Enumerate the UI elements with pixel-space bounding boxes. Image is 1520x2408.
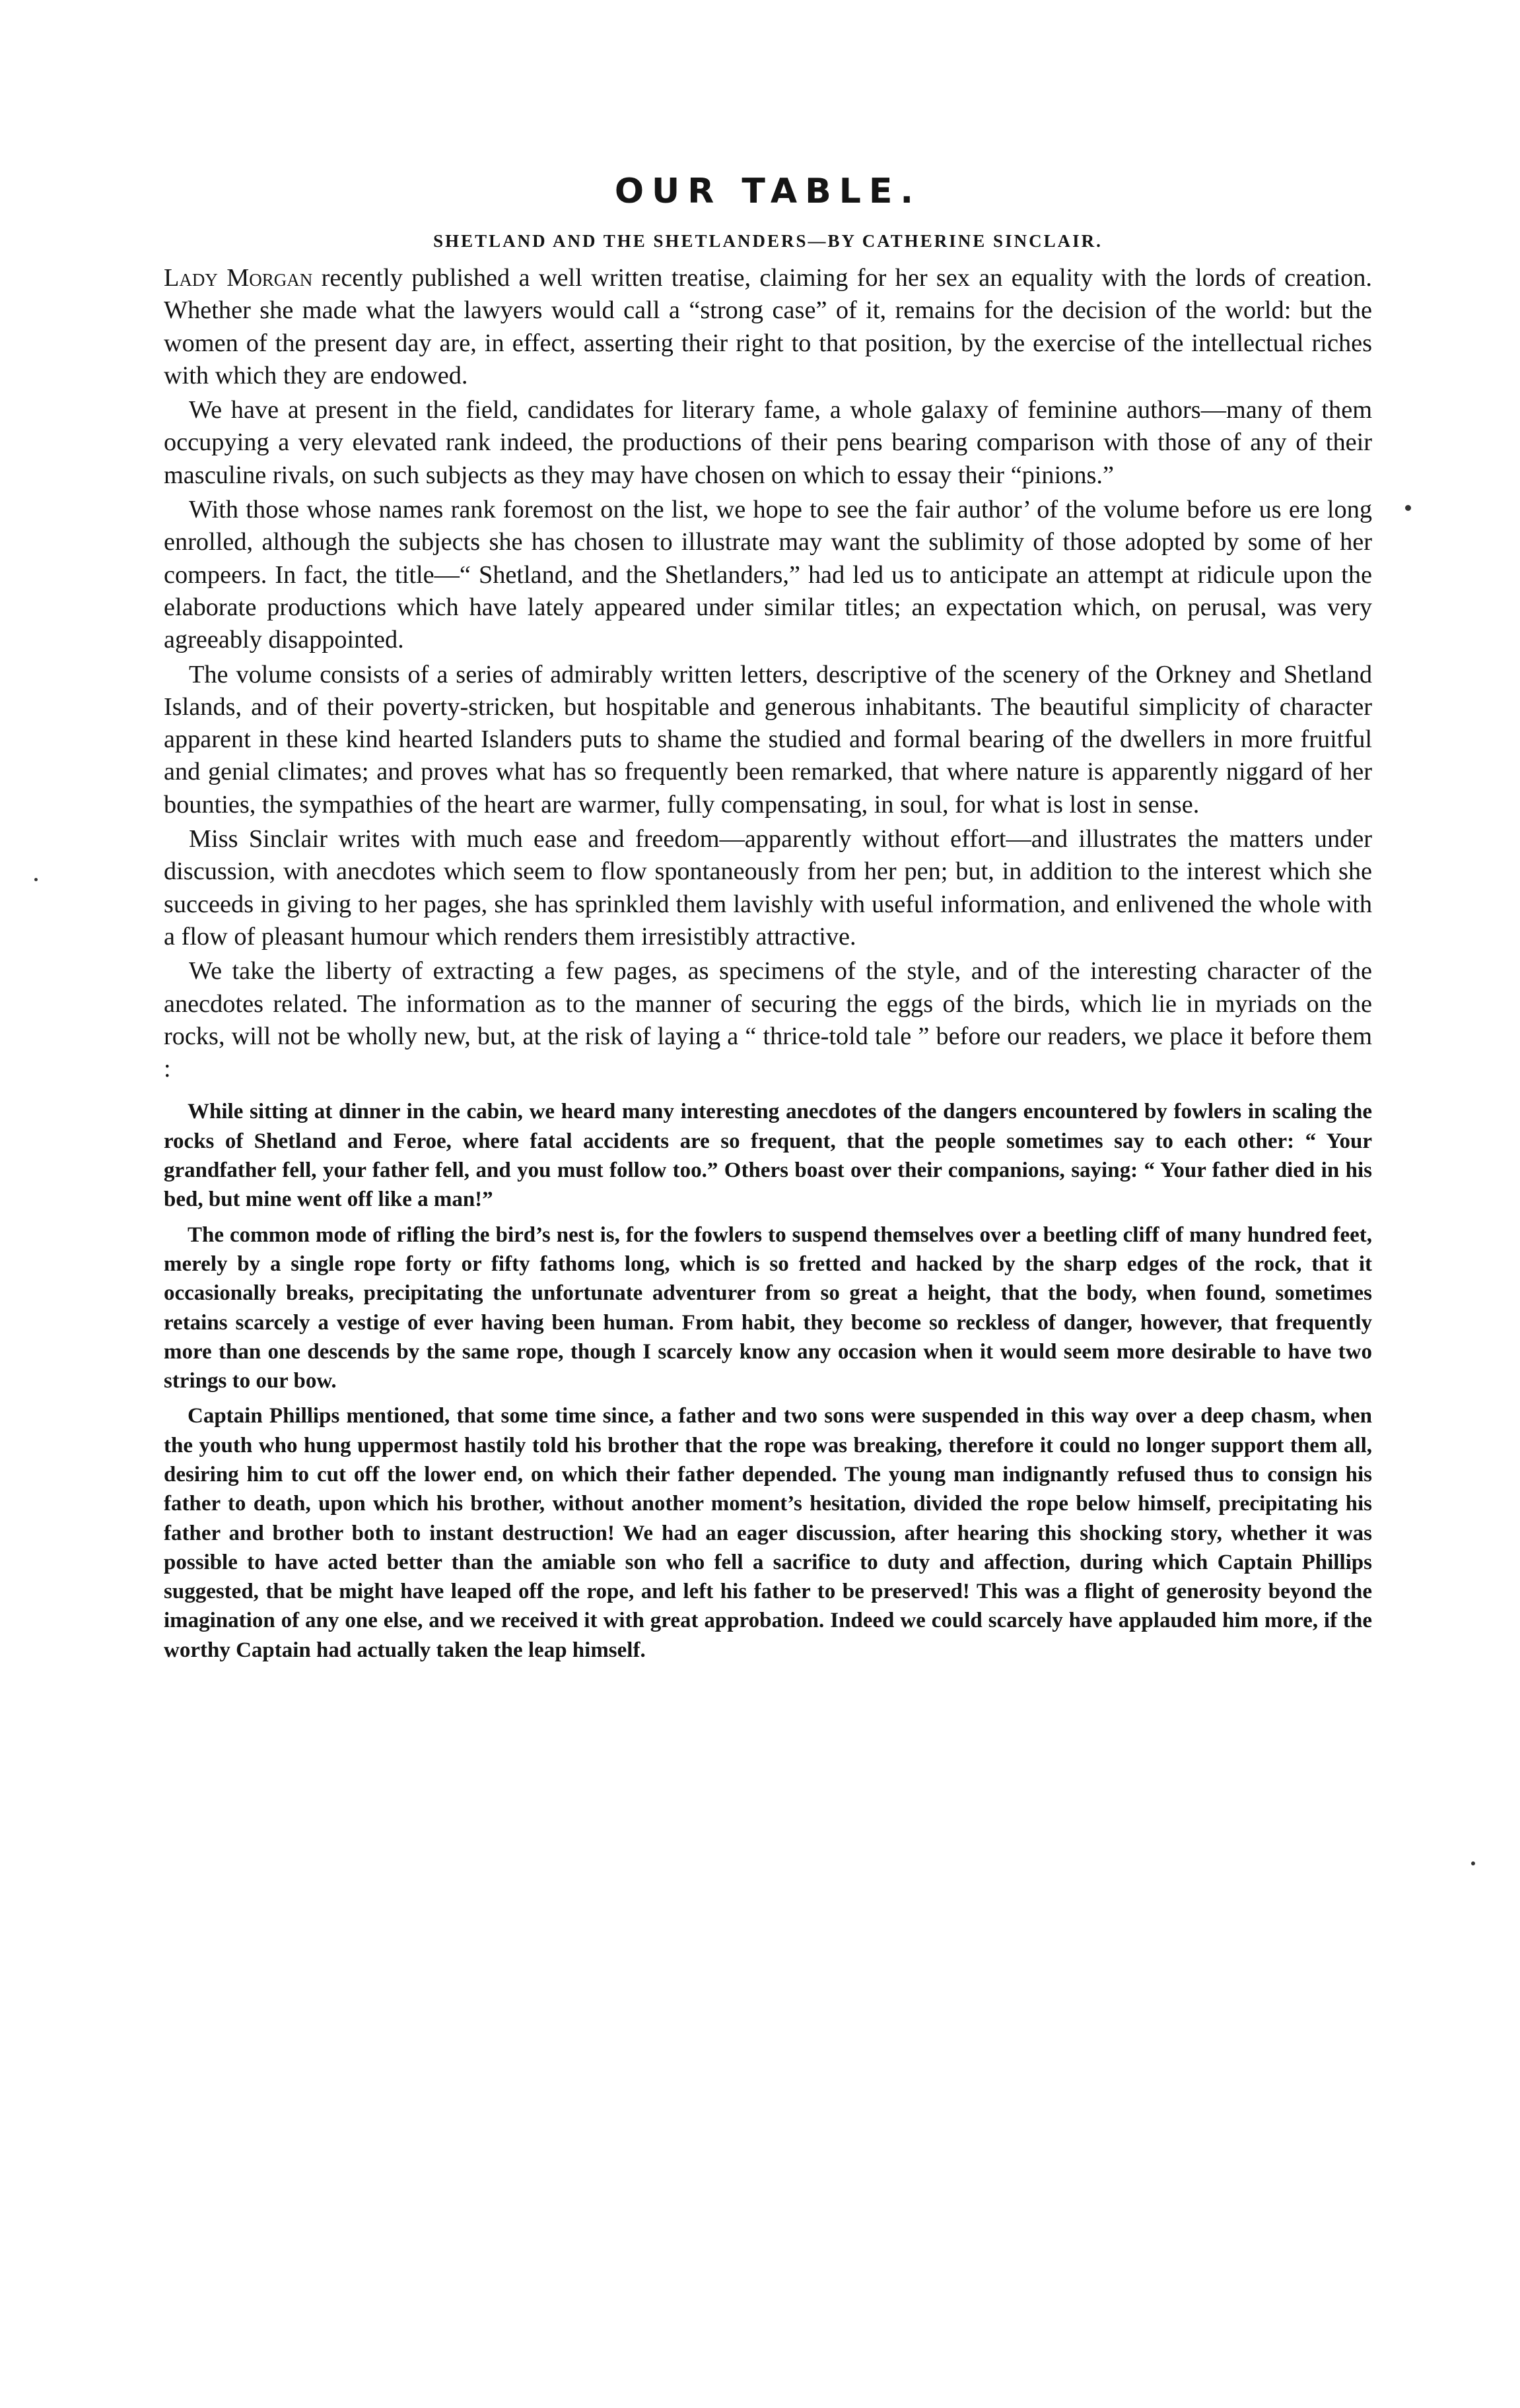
body-paragraph: We take the liberty of extracting a few pages, as specimens of the style, and of the interesting character of the anecdotes related. The information as to the manner of securing the eggs of the birds, which lie in myriads on the rocks, will not be wholly new, but, at the risk of laying a “ thrice-told tale ” before our readers, we place it before them : [164, 957, 1372, 1083]
body-paragraph [164, 262, 1372, 392]
margin-speck [1405, 505, 1411, 511]
body-paragraph: We have at present in the field, candidates for literary fame, a whole galaxy of feminine authors—many of them occupying a very elevated rank indeed, the productions of their pens bearing comparison with those of any of their masculine rivals, on such subjects as they may have chosen on which to essay their “pinions.” [164, 396, 1372, 489]
quote-paragraph: The common mode of rifling the bird’s nest is, for the fowlers to suspend themselves over a beetling cliff of many hundred feet, merely by a single rope forty or fifty fathoms long, which is so fretted and hacked by the sharp edges of the rock, that it occasionally breaks, precipitating the unfortunate adventurer from so great a height, that the body, when found, sometimes retains scarcely a vestige of ever having been human. From habit, they become so reckless of danger, however, that frequently more than one descends by the same rope, though I scarcely know any occasion when it would seem more desirable to have two strings to our bow. [164, 1222, 1372, 1393]
margin-speck [1471, 1861, 1475, 1865]
quoted-extract [164, 1097, 1372, 1665]
margin-speck [34, 878, 38, 881]
quote-paragraph: Captain Phillips mentioned, that some time since, a father and two sons were suspended in this way over a deep chasm, when the youth who hung uppermost hastily told his brother that the rope was breaking, therefore it could no longer support them all, desiring him to cut off the lower end, on which their father depended. The young man indignantly refused thus to consign his father to death, upon which his brother, without another moment’s hesitation, divided the rope below himself, precipitating his father and brother both to instant destruction! We had an eager discussion, after hearing this shocking story, whether it was possible to have acted better than the amiable son who fell a sacrifice to duty and affection, during which Captain Phillips suggested, that be might have leaped off the rope, and left his father to be preserved! This was a flight of generosity beyond the imagination of any one else, and we received it with great approbation. Indeed we could scarcely have applauded him more, if the worthy Captain had actually taken the leap himself. [164, 1404, 1372, 1662]
body-paragraph: Miss Sinclair writes with much ease and freedom—apparently without effort—and illustrates the matters under discussion, with anecdotes which seem to flow spontaneously from her pen; but, in addition to the interest which she succeeds in giving to her pages, she has sprinkled them lavishly with useful information, and enlivened the whole with a flow of pleasant humour which renders them irresistibly attractive. [164, 825, 1372, 951]
body-paragraph: The volume consists of a series of admirably written letters, descriptive of the scenery of the Orkney and Shetland Islands, and of their poverty-stricken, but hospitable and generous inhabitants. The beautiful simplicity of character apparent in these kind hearted Islanders puts to shame the studied and formal bearing of the dwellers in more fruitful and genial climates; and proves what has so frequently been remarked, that where nature is apparently niggard of her bounties, the sympathies of the heart are warmer, fully compensating, in soul, for what is lost in sense. [164, 660, 1372, 819]
article-subtitle: SHETLAND AND THE SHETLANDERS—BY CATHERINE SINCLAIR. [433, 231, 1103, 251]
quote-paragraph: While sitting at dinner in the cabin, we heard many interesting anecdotes of the dangers encountered by fowlers in scaling the rocks of Shetland and Feroe, where fatal accidents are so frequent, that the people sometimes say to each other: “ Your grandfather fell, your father fell, and you must follow too.” Others boast over their companions, saying: “ Your father died in his bed, but mine went off like a man!” [164, 1100, 1372, 1212]
page-title: OUR TABLE. [614, 172, 922, 211]
article [164, 168, 1372, 1665]
paragraph-lead: Lady Morgan [164, 264, 313, 292]
paragraph-text: recently published a well written treatise, claiming for her sex an equality with the lords of creation. Whether she made what the lawyers would call a “strong case” of it, remains for the decision of the world: but the women of the present day are, in effect, asserting their right to that position, by the exercise of the intellectual riches with which they are endowed. [164, 264, 1372, 389]
body-paragraph: With those whose names rank foremost on the list, we hope to see the fair author’ of the volume before us ere long enrolled, although the subjects she has chosen to illustrate may want the sublimity of those adopted by some of her compeers. In fact, the title—“ Shetland, and the Shetlanders,” had led us to anticipate an attempt at ridicule upon the elaborate productions which have lately appeared under similar titles; an expectation which, on perusal, was very agreeably disappointed. [164, 496, 1372, 654]
